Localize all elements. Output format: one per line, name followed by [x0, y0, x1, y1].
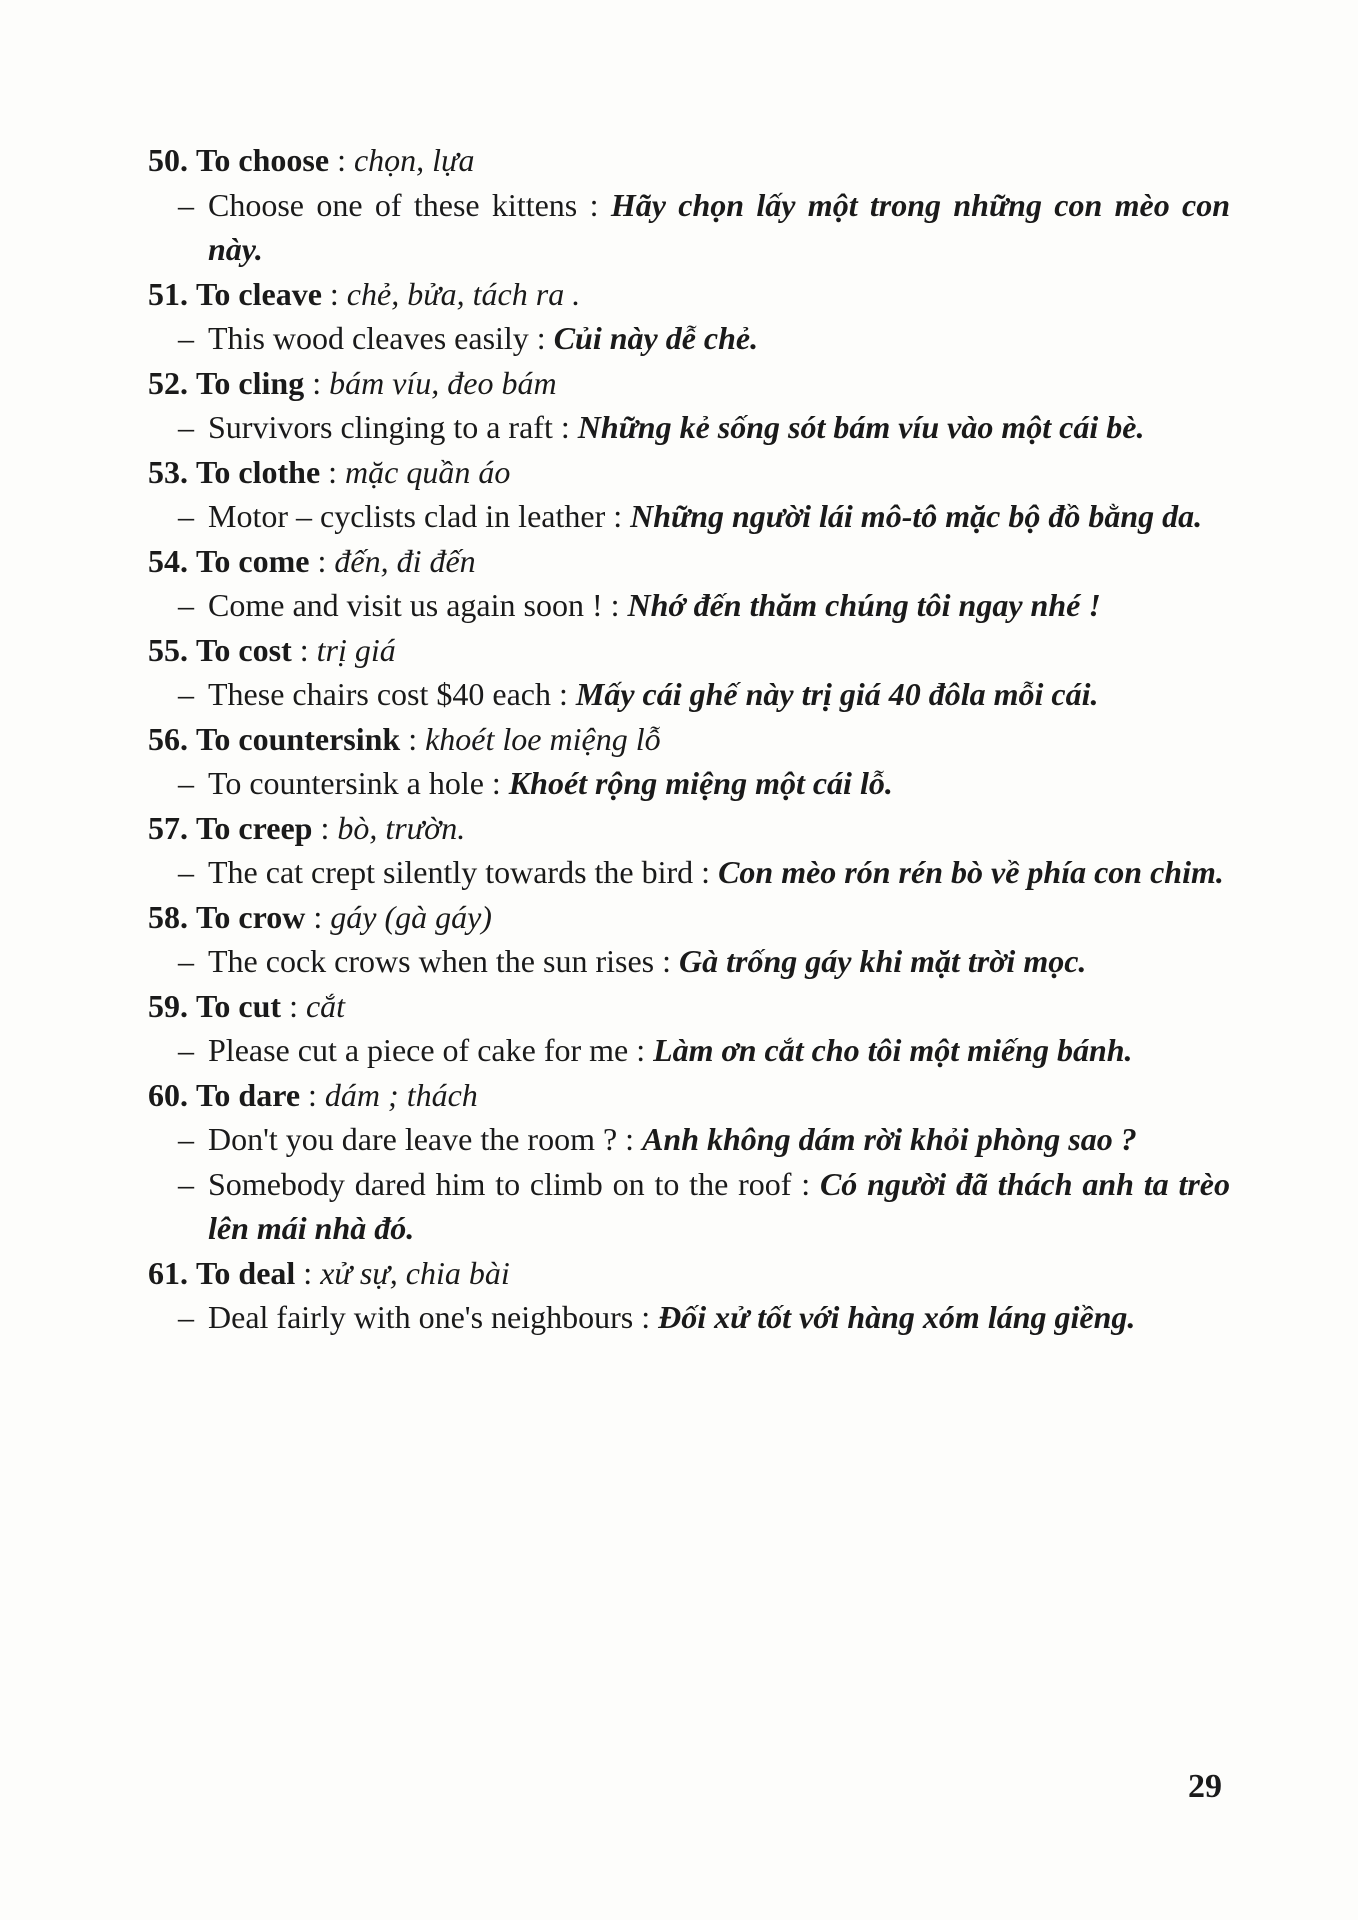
entry-meaning: mặc quần áo	[345, 453, 511, 490]
example-translation: Có người đã thách anh ta trèo lên mái nhà đó.	[208, 1165, 1231, 1246]
example-english: These chairs cost $40 each	[208, 676, 551, 712]
usage-example	[148, 761, 1230, 806]
entry-headword	[148, 1251, 1230, 1296]
entry-meaning: khoét loe miệng lỗ	[425, 720, 661, 757]
usage-example	[148, 1028, 1230, 1073]
verb-entry	[148, 895, 1230, 984]
entry-verb: To cost	[196, 631, 292, 668]
example-english: Deal fairly with one's neighbours	[208, 1299, 634, 1335]
entry-headword	[148, 895, 1230, 940]
entry-headword	[148, 272, 1230, 317]
entry-headword	[148, 806, 1230, 851]
example-english: Please cut a piece of cake for me	[208, 1032, 629, 1068]
example-separator: :	[602, 587, 628, 623]
example-translation: Củi này dễ chẻ.	[553, 320, 759, 356]
entry-meaning: bám víu, đeo bám	[329, 364, 557, 401]
entry-number: 54.	[148, 542, 188, 579]
entry-number: 52.	[148, 364, 188, 401]
entry-meaning: đến, đi đến	[334, 542, 476, 579]
example-translation: Anh không dám rời khỏi phòng sao ?	[642, 1121, 1137, 1157]
verb-entry	[148, 450, 1230, 539]
usage-example	[148, 672, 1230, 717]
verb-entry	[148, 272, 1230, 361]
usage-example	[148, 1117, 1230, 1162]
entry-number: 51.	[148, 275, 188, 312]
example-translation: Nhớ đến thăm chúng tôi ngay nhé !	[627, 587, 1101, 623]
usage-example	[148, 1295, 1230, 1340]
verb-entry	[148, 1073, 1230, 1251]
verb-entry	[148, 361, 1230, 450]
entry-number: 57.	[148, 809, 188, 846]
example-english: This wood cleaves easily	[208, 320, 529, 356]
entry-separator: :	[329, 142, 354, 178]
entry-headword	[148, 450, 1230, 495]
verb-entry	[148, 138, 1230, 272]
entry-meaning: gáy (gà gáy)	[330, 898, 492, 935]
usage-example	[148, 939, 1230, 984]
example-separator: :	[605, 498, 631, 534]
entry-verb: To creep	[196, 809, 313, 846]
example-translation: Những người lái mô-tô mặc bộ đồ bằng da.	[630, 498, 1203, 534]
verb-entry	[148, 984, 1230, 1073]
example-english: Don't you dare leave the room ?	[208, 1121, 618, 1157]
entry-verb: To come	[196, 542, 310, 579]
example-separator: :	[693, 854, 719, 890]
entry-number: 55.	[148, 631, 188, 668]
entry-separator: :	[305, 898, 331, 935]
example-english: Come and visit us again soon !	[208, 587, 603, 623]
dash-bullet: –	[178, 854, 194, 890]
entry-verb: To choose	[196, 142, 330, 178]
entry-headword	[148, 539, 1230, 584]
dash-bullet: –	[178, 587, 194, 623]
example-english: Survivors clinging to a raft	[208, 409, 553, 445]
entry-separator: :	[291, 631, 317, 668]
dash-bullet: –	[178, 1299, 194, 1335]
verb-entry	[148, 806, 1230, 895]
entry-headword	[148, 717, 1230, 762]
example-translation: Khoét rộng miệng một cái lỗ.	[508, 765, 893, 801]
entry-meaning: cắt	[305, 987, 346, 1024]
example-english: Motor – cyclists clad in leather	[208, 498, 606, 534]
dash-bullet: –	[178, 186, 194, 223]
example-separator: :	[617, 1121, 643, 1157]
entry-verb: To dare	[196, 1076, 301, 1113]
entry-number: 59.	[148, 987, 188, 1024]
usage-example	[148, 316, 1230, 361]
entry-separator: :	[321, 275, 347, 312]
usage-example	[148, 1162, 1230, 1251]
example-separator: :	[577, 186, 611, 223]
entry-verb: To cling	[196, 364, 305, 401]
example-english: The cock crows when the sun rises	[208, 943, 655, 979]
entry-verb: To cut	[196, 987, 282, 1024]
entry-verb: To countersink	[196, 720, 401, 757]
entry-verb: To clothe	[196, 453, 321, 490]
usage-example	[148, 183, 1230, 272]
example-english: Choose one of these kittens	[208, 186, 578, 223]
entry-number: 58.	[148, 898, 188, 935]
dash-bullet: –	[178, 1121, 194, 1157]
example-separator: :	[654, 943, 679, 979]
entry-separator: :	[320, 453, 346, 490]
example-separator: :	[552, 409, 578, 445]
entry-separator: :	[309, 542, 335, 579]
entry-verb: To cleave	[196, 275, 322, 312]
dash-bullet: –	[178, 320, 194, 356]
example-english: The cat crept silently towards the bird	[208, 854, 694, 890]
entry-headword	[148, 1073, 1230, 1118]
usage-example	[148, 494, 1230, 539]
entry-verb: To crow	[196, 898, 306, 935]
usage-example	[148, 583, 1230, 628]
usage-example	[148, 405, 1230, 450]
example-separator: :	[550, 676, 576, 712]
usage-example	[148, 850, 1230, 895]
entry-separator: :	[312, 809, 338, 846]
entry-number: 56.	[148, 720, 188, 757]
entry-number: 53.	[148, 453, 188, 490]
entry-meaning: bò, trườn.	[337, 809, 466, 846]
entry-meaning: chọn, lựa	[353, 142, 475, 178]
verb-entry	[148, 539, 1230, 628]
example-translation: Con mèo rón rén bò về phía con chim.	[718, 854, 1224, 890]
dash-bullet: –	[178, 409, 194, 445]
entry-separator: :	[400, 720, 426, 757]
example-separator: :	[633, 1299, 659, 1335]
example-translation: Mấy cái ghế này trị giá 40 đôla mỗi cái.	[575, 676, 1099, 712]
dash-bullet: –	[178, 676, 194, 712]
entry-headword	[148, 984, 1230, 1029]
entry-headword	[148, 138, 1230, 183]
entry-separator: :	[281, 987, 306, 1024]
dash-bullet: –	[178, 498, 194, 534]
example-separator: :	[483, 765, 509, 801]
example-translation: Đối xử tốt với hàng xóm láng giềng.	[658, 1299, 1136, 1335]
example-translation: Những kẻ sống sót bám víu vào một cái bè.	[577, 409, 1145, 445]
example-translation: Gà trống gáy khi mặt trời mọc.	[678, 943, 1087, 979]
entry-headword	[148, 361, 1230, 406]
dash-bullet: –	[178, 1165, 194, 1202]
example-english: Somebody dared him to climb on to the roof	[208, 1165, 792, 1202]
entry-separator: :	[300, 1076, 325, 1113]
verb-entry	[148, 628, 1230, 717]
entry-verb: To deal	[196, 1254, 296, 1291]
verb-entry	[148, 717, 1230, 806]
entry-meaning: trị giá	[316, 631, 396, 668]
entry-meaning: chẻ, bửa, tách ra .	[346, 275, 581, 312]
dash-bullet: –	[178, 765, 194, 801]
entry-separator: :	[295, 1254, 321, 1291]
entry-number: 61.	[148, 1254, 188, 1291]
page-number: 29	[1188, 1768, 1222, 1805]
entry-meaning: dám ; thách	[324, 1076, 478, 1113]
entry-separator: :	[304, 364, 330, 401]
entry-headword	[148, 628, 1230, 673]
verb-entry	[148, 1251, 1230, 1340]
entry-number: 50.	[148, 142, 188, 178]
example-separator: :	[791, 1165, 820, 1202]
example-separator: :	[528, 320, 554, 356]
dash-bullet: –	[178, 943, 194, 979]
example-separator: :	[628, 1032, 654, 1068]
example-english: To countersink a hole	[208, 765, 484, 801]
example-translation: Hãy chọn lấy một trong những con mèo con này.	[208, 186, 1231, 267]
dictionary-page	[148, 138, 1230, 1340]
example-translation: Làm ơn cắt cho tôi một miếng bánh.	[653, 1032, 1133, 1068]
entry-number: 60.	[148, 1076, 188, 1113]
dash-bullet: –	[178, 1032, 194, 1068]
entry-meaning: xử sự, chia bài	[320, 1254, 510, 1291]
